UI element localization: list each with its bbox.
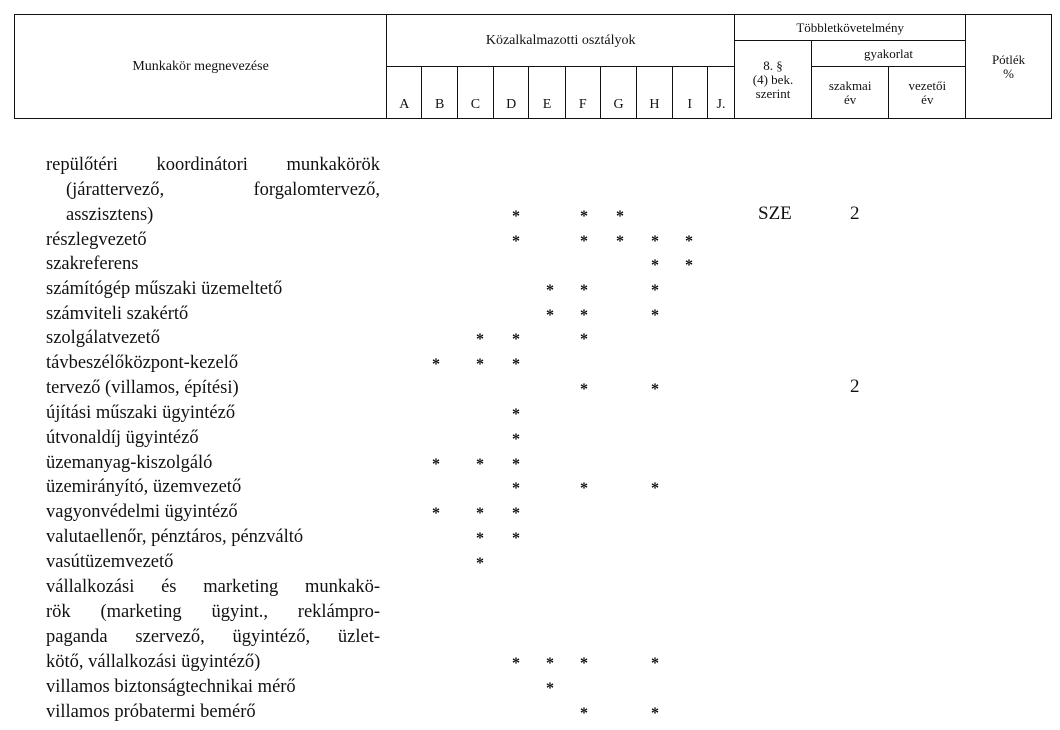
job-title-line: üzemirányító, üzemvezető (46, 477, 242, 497)
bonus-label-1: Pótlék (991, 51, 1026, 67)
header-practice: gyakorlat (811, 41, 965, 67)
class-mark: * (685, 257, 693, 274)
job-title-line: számítógép műszaki üzemeltető (46, 279, 283, 299)
header-extra-requirement: Többletkövetelmény (735, 15, 966, 41)
class-letter: D (494, 67, 529, 119)
class-mark: * (432, 456, 440, 473)
job-title-line: számviteli szakértő (46, 304, 189, 324)
mgr-line-1: vezetői (908, 77, 947, 93)
bonus-value: 2 (850, 376, 860, 397)
class-mark: * (476, 555, 484, 572)
class-letter: E (529, 67, 565, 119)
class-mark: * (616, 208, 624, 225)
paragraph-value: SZE (758, 203, 792, 224)
class-mark: * (512, 331, 520, 348)
class-mark: * (580, 705, 588, 722)
class-mark: * (512, 406, 520, 423)
class-mark: * (512, 655, 520, 672)
para-line-1: 8. § (763, 57, 783, 73)
header-job-title: Munkakör megnevezése (15, 15, 387, 119)
job-title-line: tervező (villamos, építési) (46, 378, 239, 398)
class-mark: * (512, 208, 520, 225)
class-mark: * (512, 431, 520, 448)
class-mark: * (476, 331, 484, 348)
class-mark: * (580, 282, 588, 299)
class-mark: * (651, 655, 659, 672)
class-mark: * (546, 680, 554, 697)
job-title-line: paganda szervező, ügyintéző, üzlet- (46, 627, 380, 647)
job-title-line: (járattervező, forgalomtervező, (66, 180, 380, 200)
class-mark: * (580, 233, 588, 250)
class-mark: * (476, 530, 484, 547)
class-mark: * (685, 233, 693, 250)
job-title-line: szolgálatvezető (46, 328, 161, 348)
class-mark: * (512, 456, 520, 473)
job-title-line: asszisztens) (66, 205, 154, 225)
class-mark: * (432, 505, 440, 522)
class-mark: * (580, 307, 588, 324)
class-mark: * (651, 233, 659, 250)
class-letter: J. (707, 67, 734, 119)
job-title-line: vagyonvédelmi ügyintéző (46, 502, 238, 522)
class-letter: C (457, 67, 493, 119)
job-title-line: rök (marketing ügyint., reklámpro- (46, 602, 380, 622)
class-mark: * (651, 282, 659, 299)
class-mark: * (651, 257, 659, 274)
class-letter: G (600, 67, 636, 119)
job-title-line: vállalkozási és marketing munkakö- (46, 577, 380, 597)
class-mark: * (546, 282, 554, 299)
job-title-line: üzemanyag-kiszolgáló (46, 453, 213, 473)
job-title-line: vasútüzemvezető (46, 552, 174, 572)
class-mark: * (651, 480, 659, 497)
class-mark: * (651, 381, 659, 398)
class-mark: * (512, 233, 520, 250)
bonus-label-2: % (1003, 65, 1014, 81)
class-mark: * (546, 307, 554, 324)
class-mark: * (580, 331, 588, 348)
header-classes-title: Közalkalmazotti osztályok (387, 15, 735, 67)
class-mark: * (651, 705, 659, 722)
class-mark: * (546, 655, 554, 672)
job-title-line: útvonaldíj ügyintéző (46, 428, 199, 448)
class-letter: A (387, 67, 422, 119)
job-title-line: villamos biztonságtechnikai mérő (46, 677, 296, 697)
bonus-value: 2 (850, 203, 860, 224)
mgr-line-2: év (921, 91, 934, 107)
job-title-line: újítási műszaki ügyintéző (46, 403, 236, 423)
class-mark: * (580, 208, 588, 225)
job-title-line: szakreferens (46, 254, 139, 274)
class-mark: * (580, 655, 588, 672)
job-title-line: repülőtéri koordinátori munkakörök (46, 155, 380, 175)
class-mark: * (476, 456, 484, 473)
class-mark: * (512, 505, 520, 522)
class-mark: * (512, 530, 520, 547)
job-title-line: részlegvezető (46, 230, 147, 250)
class-mark: * (512, 356, 520, 373)
class-mark: * (476, 356, 484, 373)
class-mark: * (616, 233, 624, 250)
class-mark: * (512, 480, 520, 497)
job-title-line: valutaellenőr, pénztáros, pénzváltó (46, 527, 304, 547)
job-title-line: kötő, vállalkozási ügyintéző) (46, 652, 261, 672)
class-mark: * (476, 505, 484, 522)
para-line-3: szerint (755, 85, 791, 101)
para-line-2: (4) bek. (752, 71, 794, 87)
class-letter: F (565, 67, 600, 119)
class-mark: * (432, 356, 440, 373)
job-title-line: villamos próbatermi bemérő (46, 702, 256, 722)
job-title-line: távbeszélőközpont-kezelő (46, 353, 239, 373)
class-mark: * (580, 480, 588, 497)
prof-line-1: szakmai (828, 77, 872, 93)
class-letter: B (422, 67, 457, 119)
prof-line-2: év (844, 91, 857, 107)
class-letter: H (637, 67, 672, 119)
class-mark: * (580, 381, 588, 398)
class-mark: * (651, 307, 659, 324)
class-letter: I (672, 67, 707, 119)
